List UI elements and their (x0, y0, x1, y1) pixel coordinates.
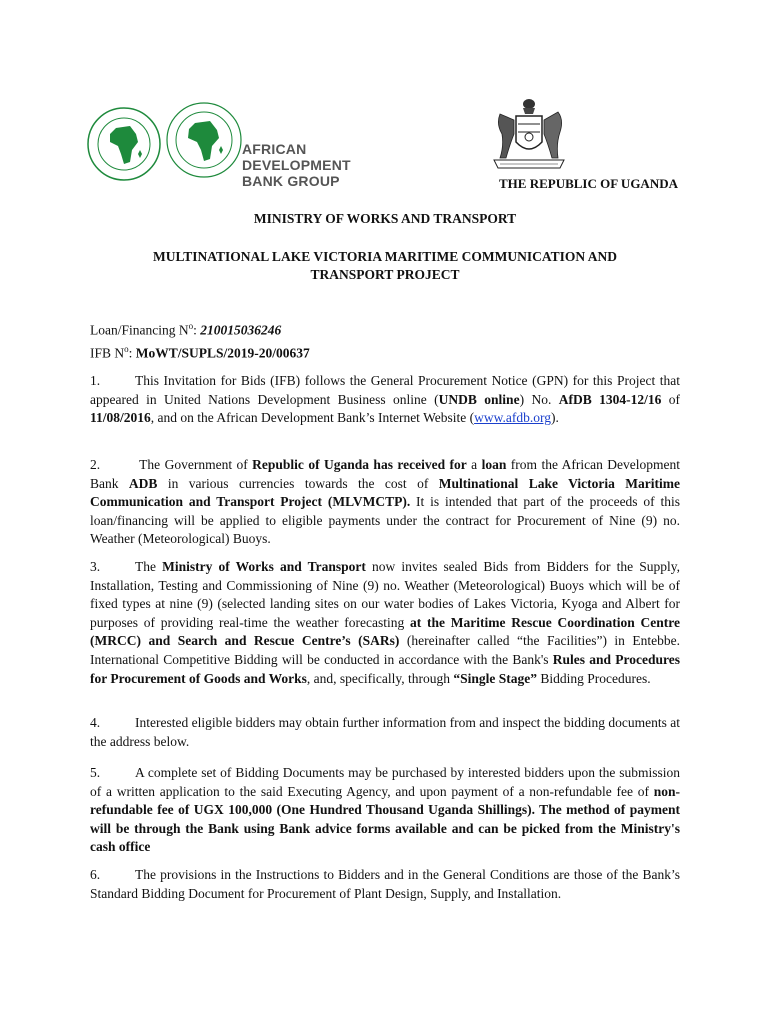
bold-text: Ministry of Works and Transport (162, 559, 366, 574)
paragraph-5 (90, 764, 680, 857)
paragraph-number: 4. (90, 715, 101, 730)
text: Interested eligible bidders may obtain further information from and inspect the bidding documents at the address below. (90, 715, 680, 749)
text: in various currencies towards the cost of (157, 475, 439, 491)
loan-number-line: Loan/Financing $N^o$: 210015036246 (90, 321, 282, 338)
bold-text: Multinational Lake Victoria Maritime Communication and Transport Project (MLVMCTP). (90, 475, 681, 510)
paragraph-number: 6. (90, 867, 101, 882)
loan-value: 210015036246 (200, 322, 282, 338)
bold-text: AfDB 1304-12/16 (558, 391, 662, 407)
paragraph-3 (90, 558, 680, 688)
bold-text: ADB (128, 475, 158, 491)
paragraph-number: 1. (90, 373, 101, 388)
reference-block (90, 317, 310, 362)
ifb-label-sup: o (124, 343, 129, 354)
paragraph-number: 2. (90, 457, 101, 472)
afdb-seal-icon (86, 106, 162, 182)
text: The provisions in the Instructions to Bidders and in the General Conditions are those of the Bank’s Standard Bidding Document for Procurement of Plant Design, Supply, and Installation. (90, 867, 680, 901)
text: The (135, 559, 163, 574)
loan-label: Loan/Financing N (90, 322, 189, 338)
bold-text: 11/08/2016 (90, 410, 151, 426)
bank-name (242, 141, 406, 189)
ifb-number-line: IFB $N^o$: MoWT/SUPLS/2019-20/00637 (90, 343, 310, 360)
text: The Government of (135, 457, 253, 472)
bank-name-line1: AFRICAN DEVELOPMENT (242, 141, 351, 173)
text: , and, specifically, through (306, 670, 454, 686)
text: from the African Development Bank (90, 457, 680, 491)
text: now invites sealed Bids from Bidders for the Supply, Installation, Testing and Commissioning of Nine (9) no. Weather (Meteorological) Buoys which will be of fixed types at nine (9) (selected landing sites on our water bodies of Lakes Victoria, Kyoga and Albert for purposes of providing real-time the weather forecasting (90, 559, 680, 630)
afdb-map-logo-icon (164, 100, 244, 180)
republic-heading: THE REPUBLIC OF UGANDA (498, 176, 678, 191)
uganda-coat-of-arms-icon (486, 94, 572, 174)
project-title-line1: MULTINATIONAL LAKE VICTORIA MARITIME COMMUNICATION AND (153, 249, 617, 264)
paragraph-2 (90, 456, 680, 549)
text: ) No. (519, 391, 559, 407)
bold-text: non-refundable fee of UGX 100,000 (One Hundred Thousand Uganda Shillings). The method of payment will be through the Bank using Bank advice forms available and can be picked from the Ministry's cash office (90, 783, 680, 855)
afdb-logo (86, 100, 406, 189)
paragraph-number: 3. (90, 559, 101, 574)
text: , and on the African Development Bank’s Internet Website ( (150, 410, 475, 426)
bold-text: UNDB online (438, 391, 520, 407)
text: This Invitation for Bids (IFB) follows the General Procurement Notice (GPN) for this Project that appeared in United Nations Development Business online ( (90, 373, 680, 407)
project-title-line2: TRANSPORT PROJECT (310, 267, 460, 282)
bold-text: Republic of Uganda has received for (252, 457, 467, 472)
loan-label-sup: o (188, 321, 194, 331)
text: a (466, 457, 482, 472)
afdb-website-link[interactable]: www.afdb.org (474, 410, 551, 426)
bold-text: “Single Stage” (453, 670, 537, 686)
paragraph-4 (90, 714, 680, 751)
project-title (0, 248, 770, 284)
bold-text: loan (481, 457, 507, 472)
ifb-value: MoWT/SUPLS/2019-20/00637 (135, 345, 310, 360)
paragraph-1 (90, 372, 680, 428)
bold-text: at the Maritime Rescue Coordination Centre (MRCC) and Search and Rescue Centre’s (SARs) (90, 614, 680, 649)
ministry-heading: MINISTRY OF WORKS AND TRANSPORT (253, 211, 517, 226)
text: ). (550, 410, 559, 426)
paragraph-number: 5. (90, 765, 101, 780)
text: Bidding Procedures. (537, 670, 651, 686)
text: It is intended that part of the proceeds of this loan/financing will be applied to eligible payments under the contract for Procurement of Nine (9) no. Weather (Meteorological) Buoys. (90, 494, 680, 547)
bold-text: Rules and Procedures for Procurement of Goods and Works (90, 651, 681, 686)
text: of (661, 391, 680, 407)
text: A complete set of Bidding Documents may be purchased by interested bidders upon the submission of a written application to the said Executing Agency, and upon payment of a non-refundable fee of (90, 765, 680, 799)
text: (hereinafter called “the Facilities”) in Entebbe. International Competitive Bidding will be conducted in accordance with the Bank's (90, 633, 681, 667)
paragraph-6 (90, 866, 680, 903)
bank-name-line2: BANK GROUP (242, 173, 340, 189)
ifb-label: IFB N (90, 345, 125, 360)
